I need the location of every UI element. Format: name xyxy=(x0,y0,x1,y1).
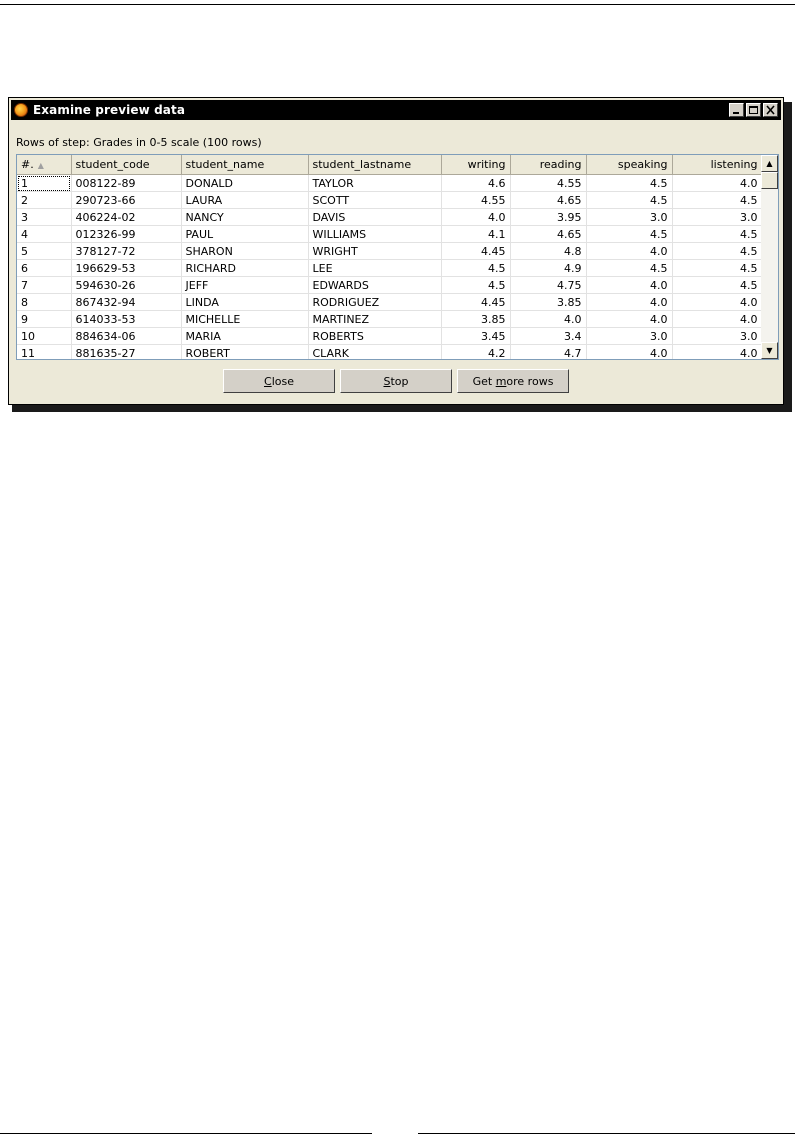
cell-index[interactable]: 9 xyxy=(17,311,71,328)
cell-writing[interactable]: 4.45 xyxy=(441,294,510,311)
cell-reading[interactable]: 4.55 xyxy=(510,175,586,192)
cell-speaking[interactable]: 4.0 xyxy=(586,277,672,294)
cell-student-name[interactable]: LINDA xyxy=(181,294,308,311)
cell-student-lastname[interactable]: RODRIGUEZ xyxy=(308,294,441,311)
cell-index[interactable]: 5 xyxy=(17,243,71,260)
cell-student-code[interactable]: 881635-27 xyxy=(71,345,181,361)
cell-writing[interactable]: 4.55 xyxy=(441,192,510,209)
cell-student-code[interactable]: 594630-26 xyxy=(71,277,181,294)
data-table xyxy=(17,155,763,360)
cell-reading[interactable]: 4.8 xyxy=(510,243,586,260)
cell-student-name[interactable]: SHARON xyxy=(181,243,308,260)
cell-index[interactable]: 10 xyxy=(17,328,71,345)
cell-student-lastname[interactable]: MARTINEZ xyxy=(308,311,441,328)
cell-student-code[interactable]: 196629-53 xyxy=(71,260,181,277)
arrow-down-icon: ▼ xyxy=(766,346,773,355)
cell-student-lastname[interactable]: TAYLOR xyxy=(308,175,441,192)
table-row[interactable] xyxy=(17,243,762,260)
footer-rule-right xyxy=(418,1133,795,1134)
title-bar[interactable] xyxy=(11,100,781,120)
table-row[interactable] xyxy=(17,260,762,277)
column-header-writing[interactable]: writing xyxy=(441,155,510,175)
cell-student-lastname[interactable]: EDWARDS xyxy=(308,277,441,294)
cell-student-name[interactable]: ROBERT xyxy=(181,345,308,361)
cell-student-code[interactable]: 614033-53 xyxy=(71,311,181,328)
cell-writing[interactable]: 4.0 xyxy=(441,209,510,226)
cell-listening[interactable]: 4.0 xyxy=(672,345,762,361)
cell-listening[interactable]: 4.5 xyxy=(672,226,762,243)
cell-student-name[interactable]: DONALD xyxy=(181,175,308,192)
cell-speaking[interactable]: 4.0 xyxy=(586,294,672,311)
window-controls xyxy=(729,103,778,117)
cell-speaking[interactable]: 4.0 xyxy=(586,345,672,361)
table-row[interactable] xyxy=(17,175,762,192)
column-header-listening[interactable]: listening xyxy=(672,155,762,175)
cell-student-lastname[interactable]: ROBERTS xyxy=(308,328,441,345)
vertical-scrollbar[interactable] xyxy=(761,155,778,359)
column-header-student-code[interactable]: student_code xyxy=(71,155,181,175)
cell-reading[interactable]: 4.75 xyxy=(510,277,586,294)
maximize-button[interactable] xyxy=(746,103,761,117)
sort-ascending-icon: ▲ xyxy=(37,161,44,170)
cell-reading[interactable]: 3.4 xyxy=(510,328,586,345)
cell-speaking[interactable]: 3.0 xyxy=(586,328,672,345)
cell-index[interactable]: 8 xyxy=(17,294,71,311)
scroll-thumb[interactable] xyxy=(761,172,778,189)
cell-student-name[interactable]: PAUL xyxy=(181,226,308,243)
cell-reading[interactable]: 4.0 xyxy=(510,311,586,328)
cell-student-code[interactable]: 406224-02 xyxy=(71,209,181,226)
get-more-rows-button[interactable]: Get m ore rows xyxy=(457,369,569,393)
cell-speaking[interactable]: 4.5 xyxy=(586,175,672,192)
close-icon xyxy=(764,104,777,116)
cell-student-lastname[interactable]: DAVIS xyxy=(308,209,441,226)
column-header-speaking[interactable]: speaking xyxy=(586,155,672,175)
cell-student-lastname[interactable]: LEE xyxy=(308,260,441,277)
cell-listening[interactable]: 4.5 xyxy=(672,192,762,209)
table-row[interactable] xyxy=(17,294,762,311)
cell-student-name[interactable]: JEFF xyxy=(181,277,308,294)
cell-writing[interactable]: 4.5 xyxy=(441,260,510,277)
cell-writing[interactable]: 3.85 xyxy=(441,311,510,328)
cell-student-lastname[interactable]: WRIGHT xyxy=(308,243,441,260)
cell-reading[interactable]: 3.95 xyxy=(510,209,586,226)
cell-writing[interactable]: 4.6 xyxy=(441,175,510,192)
stop-button[interactable]: S top xyxy=(340,369,452,393)
cell-student-lastname[interactable]: CLARK xyxy=(308,345,441,361)
table-row[interactable] xyxy=(17,277,762,294)
column-header-index[interactable]: #. ▲ xyxy=(17,155,71,175)
close-button[interactable]: C lose xyxy=(223,369,335,393)
maximize-icon xyxy=(747,104,760,116)
cell-reading[interactable]: 4.65 xyxy=(510,192,586,209)
cell-listening[interactable]: 4.0 xyxy=(672,294,762,311)
cell-student-code[interactable]: 378127-72 xyxy=(71,243,181,260)
cell-student-lastname[interactable]: WILLIAMS xyxy=(308,226,441,243)
table-row[interactable] xyxy=(17,209,762,226)
table-row[interactable] xyxy=(17,226,762,243)
cell-index[interactable]: 3 xyxy=(17,209,71,226)
cell-speaking[interactable]: 4.0 xyxy=(586,243,672,260)
cell-student-lastname[interactable]: SCOTT xyxy=(308,192,441,209)
cell-student-name[interactable]: NANCY xyxy=(181,209,308,226)
arrow-up-icon: ▲ xyxy=(766,159,773,168)
cell-writing[interactable]: 4.1 xyxy=(441,226,510,243)
rows-of-step-label: Rows of step: Grades in 0-5 scale (100 rows) xyxy=(16,136,262,149)
scroll-up-button[interactable] xyxy=(761,155,778,172)
cell-writing[interactable]: 4.5 xyxy=(441,277,510,294)
cell-listening[interactable]: 4.0 xyxy=(672,175,762,192)
cell-student-name[interactable]: LAURA xyxy=(181,192,308,209)
cell-listening[interactable]: 4.5 xyxy=(672,277,762,294)
cell-writing[interactable]: 3.45 xyxy=(441,328,510,345)
cell-writing[interactable]: 4.45 xyxy=(441,243,510,260)
cell-speaking[interactable]: 4.5 xyxy=(586,192,672,209)
cell-listening[interactable]: 3.0 xyxy=(672,209,762,226)
column-header-reading[interactable]: reading xyxy=(510,155,586,175)
preview-grid xyxy=(16,154,779,360)
page-top-rule xyxy=(0,4,795,5)
minimize-button[interactable] xyxy=(729,103,744,117)
cell-student-code[interactable]: 012326-99 xyxy=(71,226,181,243)
window-title: Examine preview data xyxy=(33,103,186,117)
cell-listening[interactable]: 4.0 xyxy=(672,311,762,328)
footer-rule-left xyxy=(0,1133,372,1134)
cell-index[interactable]: 11 xyxy=(17,345,71,361)
header-row xyxy=(17,155,762,175)
cell-speaking[interactable]: 4.5 xyxy=(586,226,672,243)
cell-writing[interactable]: 4.2 xyxy=(441,345,510,361)
table-row[interactable] xyxy=(17,345,762,361)
cell-student-code[interactable]: 290723-66 xyxy=(71,192,181,209)
cell-index[interactable]: 1 xyxy=(17,175,71,192)
cell-index[interactable]: 4 xyxy=(17,226,71,243)
preview-dialog xyxy=(8,97,784,405)
table-row[interactable] xyxy=(17,328,762,345)
minimize-icon xyxy=(730,104,743,116)
cell-reading[interactable]: 4.7 xyxy=(510,345,586,361)
column-header-student-lastname[interactable]: student_lastname xyxy=(308,155,441,175)
cell-speaking[interactable]: 4.0 xyxy=(586,311,672,328)
close-window-button[interactable] xyxy=(763,103,778,117)
cell-student-name[interactable]: MICHELLE xyxy=(181,311,308,328)
cell-student-name[interactable]: RICHARD xyxy=(181,260,308,277)
cell-listening[interactable]: 4.5 xyxy=(672,260,762,277)
cell-speaking[interactable]: 3.0 xyxy=(586,209,672,226)
column-header-student-name[interactable]: student_name xyxy=(181,155,308,175)
cell-index[interactable]: 7 xyxy=(17,277,71,294)
scroll-down-button[interactable] xyxy=(761,342,778,359)
kettle-app-icon xyxy=(14,103,28,117)
table-row[interactable] xyxy=(17,192,762,209)
cell-speaking[interactable]: 4.5 xyxy=(586,260,672,277)
cell-student-code[interactable]: 867432-94 xyxy=(71,294,181,311)
cell-reading[interactable]: 4.9 xyxy=(510,260,586,277)
cell-listening[interactable]: 4.5 xyxy=(672,243,762,260)
cell-student-code[interactable]: 884634-06 xyxy=(71,328,181,345)
cell-index[interactable]: 6 xyxy=(17,260,71,277)
cell-reading[interactable]: 3.85 xyxy=(510,294,586,311)
table-row[interactable] xyxy=(17,311,762,328)
cell-listening[interactable]: 3.0 xyxy=(672,328,762,345)
cell-student-name[interactable]: MARIA xyxy=(181,328,308,345)
cell-index[interactable]: 2 xyxy=(17,192,71,209)
cell-reading[interactable]: 4.65 xyxy=(510,226,586,243)
cell-student-code[interactable]: 008122-89 xyxy=(71,175,181,192)
